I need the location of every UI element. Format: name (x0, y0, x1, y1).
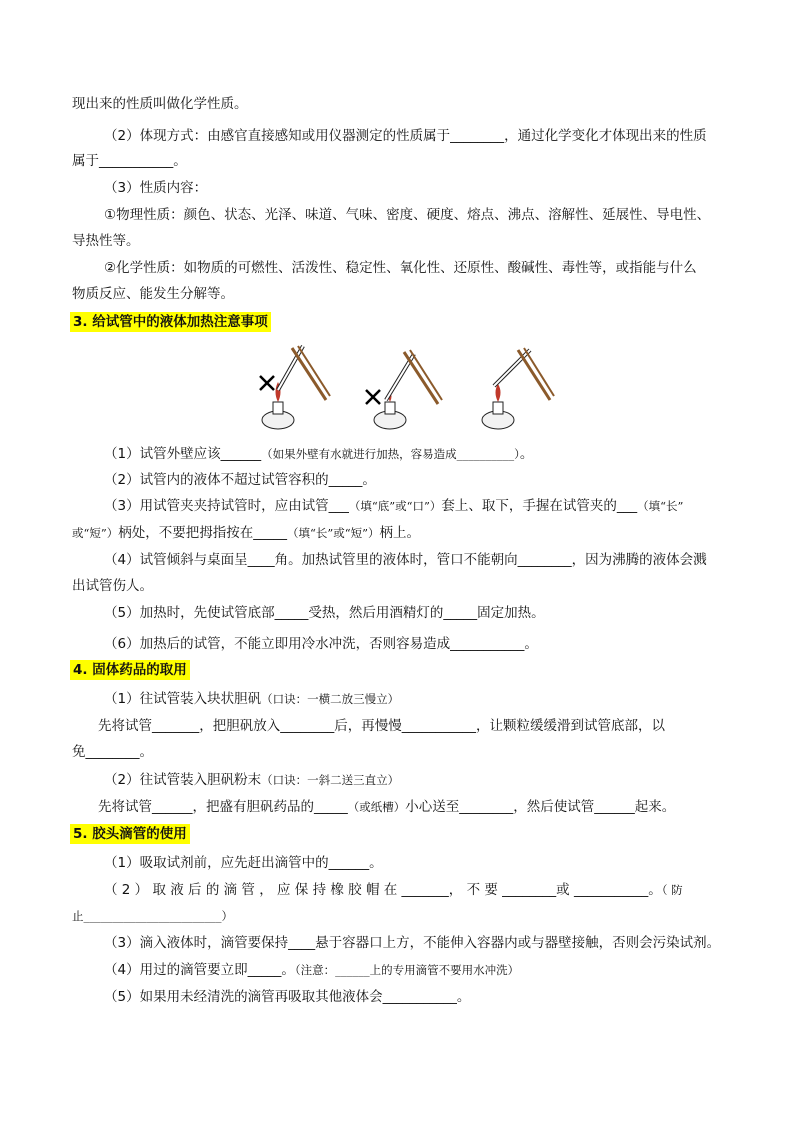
text-line: （ 2 ） 取 液 后 的 滴 管 ， 应 保 持 橡 胶 帽 在 _______， 不 要 ________或 ___________。（ 防 (104, 882, 683, 898)
text-line: （4）用过的滴管要立即_____。（注意：______上的专用滴管不要用水冲洗） (104, 962, 520, 978)
text-line: （4）试管倾斜与桌面呈____角。加热试管里的液体时，管口不能朝向________，因为沸腾的液体会溅 (104, 552, 707, 568)
text-line: （1）试管外壁应该______（如果外壁有水就进行加热，容易造成__________）。 (104, 446, 534, 462)
text-line: （3）滴入液体时，滴管要保持____悬于容器口上方，不能伸入容器内或与器壁接触，否则会污染试剂。 (104, 935, 721, 951)
test-tube-heating-figure (248, 340, 568, 434)
text-line: ②化学性质：如物质的可燃性、活泼性、稳定性、氧化性、还原性、酸碱性、毒性等，或指能与什么 (104, 260, 697, 276)
text-line: 免________。 (72, 744, 153, 760)
text-line: 止________________________） (72, 909, 233, 923)
text-line: 物质反应、能发生分解等。 (72, 286, 234, 302)
text-line: ①物理性质：颜色、状态、光泽、味道、气味、密度、硬度、熔点、沸点、溶解性、延展性、导电性、 (104, 207, 711, 223)
text-line: （2）试管内的液体不超过试管容积的_____。 (104, 472, 376, 488)
text-line: 现出来的性质叫做化学性质。 (72, 96, 248, 112)
text-line: （5）如果用未经清洗的滴管再吸取其他液体会___________。 (104, 989, 471, 1005)
text-line: 属于___________。 (72, 153, 187, 169)
text-line: 先将试管______，把盛有胆矾药品的_____（或纸槽）小心送至________，然后使试管______起来。 (98, 799, 676, 815)
text-line: （2）往试管装入胆矾粉末（口诀：一斜二送三直立） (104, 772, 400, 788)
test-tube-heating-wrong-icon (366, 350, 442, 429)
test-tube-heating-correct-icon (482, 348, 554, 429)
text-line: 先将试管_______，把胆矾放入________后，再慢慢___________，让颗粒缓缓滑到试管底部，以 (98, 718, 665, 734)
text-line: 导热性等。 (72, 233, 140, 249)
text-line: （1）吸取试剂前，应先赶出滴管中的______。 (104, 855, 383, 871)
test-tube-heating-wrong-icon (260, 346, 330, 429)
text-line: （3）用试管夹夹持试管时，应由试管___（填“底”或“口”）套上、取下，手握在试管夹的___（填“长” (104, 498, 684, 514)
section-heading-4: 4. 固体药品的取用 (70, 660, 190, 680)
text-line: （1）往试管装入块状胆矾（口诀：一横二放三慢立） (104, 691, 400, 707)
text-line: （6）加热后的试管，不能立即用冷水冲洗，否则容易造成___________。 (104, 636, 538, 652)
section-heading-3: 3. 给试管中的液体加热注意事项 (70, 312, 271, 332)
text-line: （3）性质内容： (104, 180, 208, 196)
text-line: （2）体现方式：由感官直接感知或用仪器测定的性质属于________，通过化学变化才体现出来的性质 (104, 128, 707, 144)
text-line: 或“短”）柄处，不要把拇指按在_____（填“长”或“短”）柄上。 (72, 525, 421, 541)
text-line: 出试管伤人。 (72, 578, 153, 594)
text-line: （5）加热时，先使试管底部_____受热，然后用酒精灯的_____固定加热。 (104, 605, 545, 621)
section-heading-5: 5. 胶头滴管的使用 (70, 824, 190, 844)
